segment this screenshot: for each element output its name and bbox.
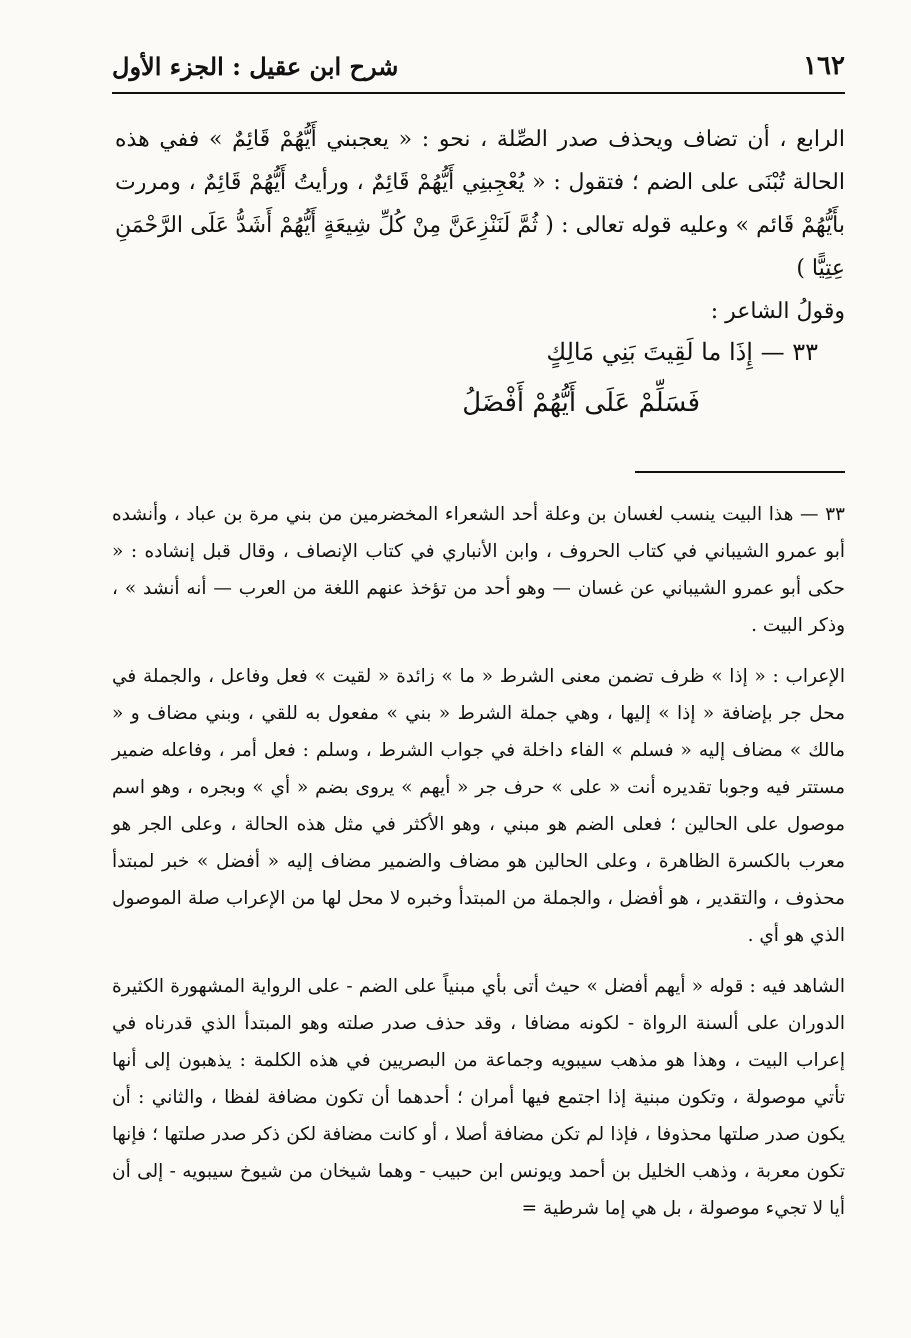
verse-block: [150, 338, 830, 438]
footnote-irab: الإعراب : « إذا » ظرف تضمن معنى الشرط « ما » زائدة « لقيت » فعل وفاعل ، والجملة في محل جر بإضافة « إذا » إليها ، وهي جملة الشرط « بني » مفعول به للقي ، وبني مضاف و « مالك » مضاف إليه « فسلم » الفاء داخلة في جواب الشرط ، وسلم : فعل أمر ، وفاعله ضمير مستتر فيه وجوبا تقديره أنت « على » حرف جر « أيهم » يروى بضم « أي » وبجره ، وهو اسم موصول على الحالين ؛ فعلى الضم هو مبني ، وهو الأكثر في مثل هذه الحالة ، وعلى الجر هو معرب بالكسرة الظاهرة ، وعلى الحالين هو مضاف والضمير مضاف إليه « أفضل » خبر لمبتدأ محذوف ، والتقدير ، هو أفضل ، والجملة من المبتدأ وخبره لا محل لها من الإعراب صلة الموصول الذي هو أي .: [112, 666, 845, 946]
footnote-divider: [635, 471, 845, 473]
footnote-source: ٣٣ — هذا البيت ينسب لغسان بن وعلة أحد الشعراء المخضرمين من بني مرة بن عباد ، وأنشده أبو عمرو الشيباني في كتاب الحروف ، وابن الأنباري في كتاب الإنصاف ، وقال قبل إنشاده : « حكى أبو عمرو الشيباني عن غسان — وهو أحد من تؤخذ عنهم اللغة من العرب — أنه أنشد » ، وذكر البيت .: [112, 504, 845, 636]
running-title: شرح ابن عقيل : الجزء الأول: [112, 51, 399, 81]
verse-second-hemistich: فَسَلِّمْ عَلَى أَيُّهُمْ أَفْضَلُ: [462, 388, 700, 418]
page-header: [112, 40, 845, 94]
footnote-shahid: الشاهد فيه : قوله « أيهم أفضل » حيث أتى بأي مبنياً على الضم - على الرواية المشهورة الكثيرة الدوران على ألسنة الرواة - لكونه مضافا ، وقد حذف صدر صلته وهو المبتدأ الذي قدرناه في إعراب البيت ، وهذا هو مذهب سيبويه وجماعة من البصريين في هذه الكلمة : يذهبون إلى أنها تأتي موصولة ، وتكون مبنية إذا اجتمع فيها أمران ؛ أحدهما أن تكون مضافة لفظا ، والثاني : أن يكون صدر صلتها محذوفا ، فإذا لم تكن مضافة أصلا ، أو كانت مضافة لكن ذكر صدر صلتها ؛ فإنها تكون معربة ، وذهب الخليل بن أحمد ويونس ابن حبيب - وهما شيخان من شيوخ سيبويه - إلى أن أيا لا تجيء موصولة ، بل هي إما شرطية =: [112, 976, 845, 1219]
footnotes: [112, 496, 845, 1241]
verse-first-hemistich: ٣٣ — إِذَا ما لَقِيتَ بَنِي مَالِكٍ: [546, 338, 818, 366]
main-text: [115, 118, 845, 333]
page-number: ١٦٢: [803, 51, 845, 81]
poet-intro: وقولُ الشاعر :: [710, 299, 845, 324]
main-paragraph: الرابع ، أن تضاف ويحذف صدر الصِّلة ، نحو : « يعجبني أَيُّهُمْ قَائِمٌ » ففي هذه الحالة تُبْنَى على الضم ؛ فتقول : « يُعْجِبنِي أَيُّهُمْ قَائِمٌ ، ورأيتُ أَيُّهُمْ قَائِمٌ ، ومررت بأَيُّهُمْ قَائم » وعليه قوله تعالى : ( ثُمَّ لَنَنْزِعَنَّ مِنْ كُلِّ شِيعَةٍ أَيُّهُمْ أَشَدُّ عَلَى الرَّحْمَنِ عِتِيًّا ): [115, 127, 845, 281]
